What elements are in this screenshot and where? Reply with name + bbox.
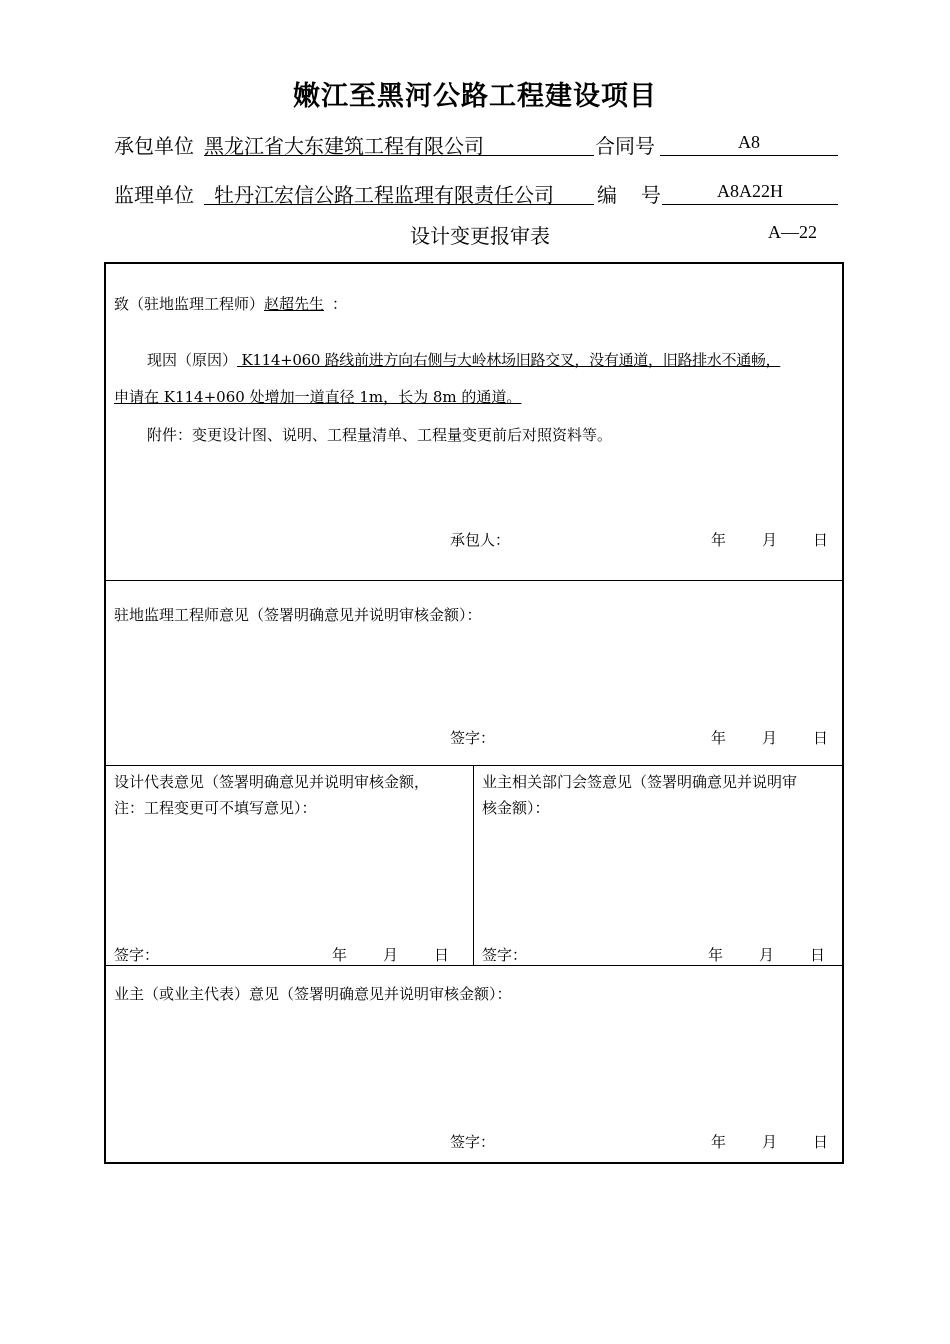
year-label: 年 (708, 946, 724, 964)
month-label: 月 (759, 946, 775, 964)
contract-no-label: 合同号 (595, 134, 655, 158)
owner-dept-sign-label: 签字： (482, 946, 528, 964)
contract-no-value: A8 (738, 132, 760, 152)
day-label: 日 (813, 531, 829, 549)
attachment-note: 附件：变更设计图、说明、工程量清单、工程量变更前后对照资料等。 (147, 426, 613, 444)
addressee-name: 赵超先生 (264, 295, 325, 313)
contractor-value: 黑龙江省大东建筑工程有限公司 (204, 134, 484, 158)
month-label: 月 (762, 729, 778, 747)
day-label: 日 (813, 729, 829, 747)
day-label: 日 (813, 1133, 829, 1151)
column-divider (473, 765, 474, 965)
reason-text-2: 申请在 K114+060 处增加一道直径 1m，长为 8m 的通道。 (114, 388, 522, 406)
serial-underline (662, 204, 838, 205)
addressee-prefix: 致（驻地监理工程师） (114, 295, 265, 313)
supervisor-underline (204, 204, 594, 205)
supervisor-label: 监理单位 (114, 183, 194, 207)
addressee-suffix: ： (332, 295, 348, 313)
supervisor-value: 牡丹江宏信公路工程监理有限责任公司 (214, 183, 554, 207)
designer-sign-label: 签字： (114, 946, 160, 964)
contract-no-underline (660, 155, 838, 156)
serial-value: A8A22H (717, 181, 783, 201)
supervisor-sign-label: 签字： (450, 729, 496, 747)
serial-label-b: 号 (641, 183, 661, 207)
owner-opinion-heading: 业主（或业主代表）意见（签署明确意见并说明审核金额）： (114, 985, 512, 1003)
contractor-sign-label: 承包人： (450, 531, 511, 549)
year-label: 年 (711, 1133, 727, 1151)
contractor-underline (204, 155, 594, 156)
page-title: 嫩江至黑河公路工程建设项目 (293, 81, 657, 112)
form-code: A—22 (768, 222, 817, 242)
year-label: 年 (332, 946, 348, 964)
designer-opinion-heading-2: 注：工程变更可不填写意见）： (114, 799, 317, 817)
owner-dept-opinion-heading-1: 业主相关部门会签意见（签署明确意见并说明审 (482, 773, 798, 791)
serial-label-a: 编 (597, 183, 617, 207)
row-divider-1 (104, 580, 844, 581)
form-title: 设计变更报审表 (410, 224, 550, 248)
month-label: 月 (383, 946, 399, 964)
month-label: 月 (762, 1133, 778, 1151)
reason-text-1: K114+060 路线前进方向右侧与大岭林场旧路交叉，没有通道，旧路排水不通畅， (237, 351, 781, 369)
supervisor-opinion-heading: 驻地监理工程师意见（签署明确意见并说明审核金额）： (114, 606, 482, 624)
row-divider-3 (104, 965, 844, 966)
day-label: 日 (434, 946, 450, 964)
year-label: 年 (711, 531, 727, 549)
contractor-label: 承包单位 (114, 134, 194, 158)
reason-line-1 (147, 349, 780, 370)
row-divider-2 (104, 765, 844, 766)
year-label: 年 (711, 729, 727, 747)
addressee-line (114, 293, 347, 314)
reason-prefix: 现因（原因） (147, 351, 238, 369)
owner-sign-label: 签字： (450, 1133, 496, 1151)
month-label: 月 (762, 531, 778, 549)
day-label: 日 (810, 946, 826, 964)
designer-opinion-heading-1: 设计代表意见（签署明确意见并说明审核金额， (114, 773, 430, 791)
owner-dept-opinion-heading-2: 核金额）： (482, 799, 550, 817)
